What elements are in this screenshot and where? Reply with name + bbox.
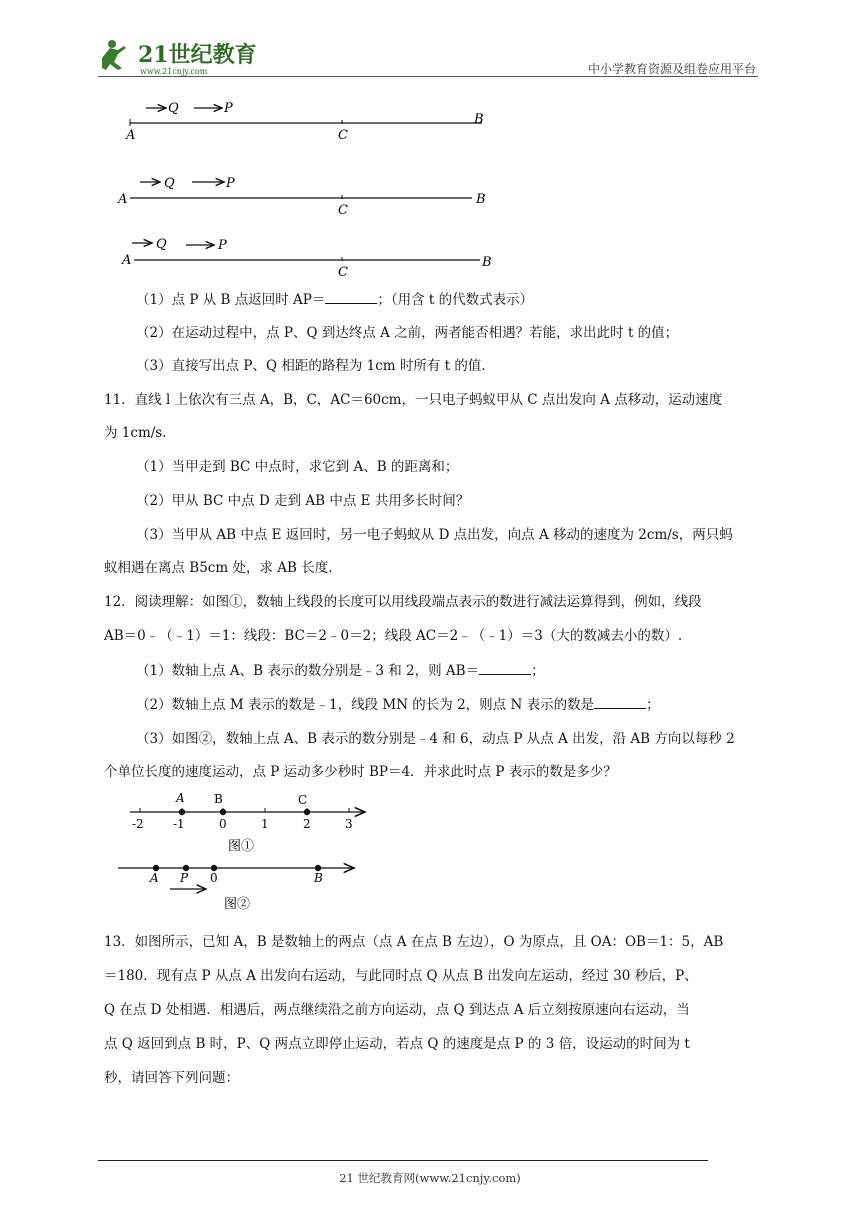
answer-blank — [325, 293, 377, 304]
svg-text:C: C — [338, 203, 348, 218]
q12-part2-post: ； — [646, 697, 660, 713]
q11-stem-line2: 为 1cm/s. — [104, 425, 167, 441]
q12-part2 — [136, 693, 660, 713]
svg-text:A: A — [126, 128, 136, 143]
q12-part3-line1: （3）如图②，数轴上点 A、B 表示的数分别是﹣4 和 6，动点 P 从点 A 出发，沿 AB 方向以每秒 2 — [136, 731, 735, 747]
svg-text:B: B — [482, 255, 492, 270]
svg-text:3: 3 — [345, 817, 353, 831]
svg-text:-2: -2 — [132, 817, 144, 831]
svg-text:A: A — [118, 192, 128, 207]
q12-part1-text: （1）数轴上点 A、B 表示的数分别是﹣3 和 2，则 AB＝ — [136, 663, 480, 679]
footer-site-link[interactable]: 21 世纪教育网(www.21cnjy.com) — [339, 1171, 521, 1185]
number-line-figures — [110, 786, 380, 916]
logo-url: www.21cnjy.com — [140, 67, 208, 76]
q11-stem-line1: 11．直线 l 上依次有三点 A，B，C，AC＝60cm，一只电子蚂蚁甲从 C 点出发向 A 点移动，运动速度 — [104, 392, 723, 408]
svg-text:A: A — [176, 791, 185, 805]
svg-text:Q: Q — [156, 237, 167, 252]
q12-part3-line2: 个单位长度的速度运动，点 P 运动多少秒时 BP＝4．并求此时点 P 表示的数是多少？ — [104, 764, 617, 780]
svg-text:1: 1 — [261, 817, 269, 831]
site-logo — [96, 36, 266, 78]
svg-text:P: P — [218, 238, 227, 253]
answer-blank — [479, 664, 531, 675]
answer-blank — [594, 698, 646, 709]
q11-part3-line2: 蚁相遇在离点 B5cm 处，求 AB 长度. — [104, 560, 333, 576]
q10-part3: （3）直接写出点 P、Q 相距的路程为 1cm 时所有 t 的值. — [136, 358, 486, 374]
svg-text:C: C — [338, 265, 348, 280]
segment-figure-1 — [125, 101, 484, 143]
svg-text:P: P — [224, 101, 233, 116]
q13-stem-line5: 秒，请回答下列问题： — [104, 1070, 239, 1086]
svg-text:P: P — [226, 176, 235, 191]
q12-stem-line1: 12．阅读理解：如图①，数轴上线段的长度可以用线段端点表示的数进行减法运算得到，例如，线段 — [104, 594, 702, 610]
q13-stem-line2: ＝180．现有点 P 从点 A 出发向右运动，与此同时点 Q 从点 B 出发向左运动，经过 30 秒后，P、 — [104, 968, 698, 984]
fig1-caption: 图① — [228, 839, 255, 854]
q12-part1 — [136, 659, 545, 679]
q11-part2: （2）甲从 BC 中点 D 走到 AB 中点 E 共用多长时间？ — [136, 493, 470, 509]
number-line-fig2 — [118, 865, 354, 912]
svg-text:-1: -1 — [173, 817, 185, 831]
svg-text:C: C — [298, 793, 308, 807]
q10-part1-post: ；（用含 t 的代数式表示） — [377, 292, 534, 308]
svg-text:B: B — [476, 192, 486, 207]
svg-text:0: 0 — [210, 871, 218, 885]
svg-text:B: B — [214, 792, 223, 806]
svg-text:0: 0 — [219, 817, 227, 831]
q10-part2: （2）在运动过程中，点 P、Q 到达终点 A 之前，两者能否相遇？若能，求出此时 t 的值； — [136, 325, 679, 341]
svg-text:B: B — [314, 871, 323, 885]
q13-stem-line3: Q 在点 D 处相遇．相遇后，两点继续沿之前方向运动，点 Q 到达点 A 后立刻按原速向右运动，当 — [104, 1002, 690, 1018]
svg-text:Q: Q — [164, 176, 175, 191]
q11-part3-line1: （3）当甲从 AB 中点 E 返回时，另一电子蚂蚁从 D 点出发，向点 A 移动的速度为 2cm/s，两只蚂 — [136, 527, 733, 543]
segment-figure-2 — [117, 176, 486, 218]
q12-part2-text: （2）数轴上点 M 表示的数是﹣1，线段 MN 的长为 2，则点 N 表示的数是 — [136, 697, 595, 713]
q10-part1 — [136, 288, 533, 308]
svg-text:Q: Q — [168, 101, 179, 116]
fig2-caption: 图② — [224, 897, 251, 912]
svg-text:P: P — [180, 871, 189, 885]
segment-figure-3 — [121, 237, 492, 280]
svg-text:B: B — [474, 112, 484, 127]
q13-stem-line4: 点 Q 返回到点 B 时，P、Q 两点立即停止运动，若点 Q 的速度是点 P 的 3 倍，设运动的时间为 t — [104, 1036, 690, 1052]
q11-part1: （1）当甲走到 BC 中点时，求它到 A、B 的距离和； — [136, 459, 459, 475]
header-platform-text: 中小学教育资源及组卷应用平台 — [587, 62, 756, 76]
svg-text:2: 2 — [303, 817, 311, 831]
number-line-fig1 — [130, 791, 365, 854]
logo-text: 21世纪教育 — [138, 42, 257, 68]
footer-divider — [98, 1160, 708, 1161]
q13-stem-line1: 13．如图所示，已知 A，B 是数轴上的两点（点 A 在点 B 左边），O 为原点，且 OA：OB＝1：5，AB — [104, 934, 724, 950]
q12-part1-post: ； — [531, 663, 545, 679]
segment-figures — [110, 92, 510, 282]
q10-part1-text: （1）点 P 从 B 点返回时 AP＝ — [136, 292, 326, 308]
header-divider — [98, 76, 758, 77]
svg-text:A: A — [122, 253, 132, 268]
q12-stem-line2: AB＝0﹣（﹣1）＝1：线段：BC＝2﹣0＝2；线段 AC＝2﹣（﹣1）＝3（大的数减去小的数）. — [104, 628, 683, 644]
svg-text:C: C — [338, 128, 348, 143]
svg-text:A: A — [150, 871, 159, 885]
